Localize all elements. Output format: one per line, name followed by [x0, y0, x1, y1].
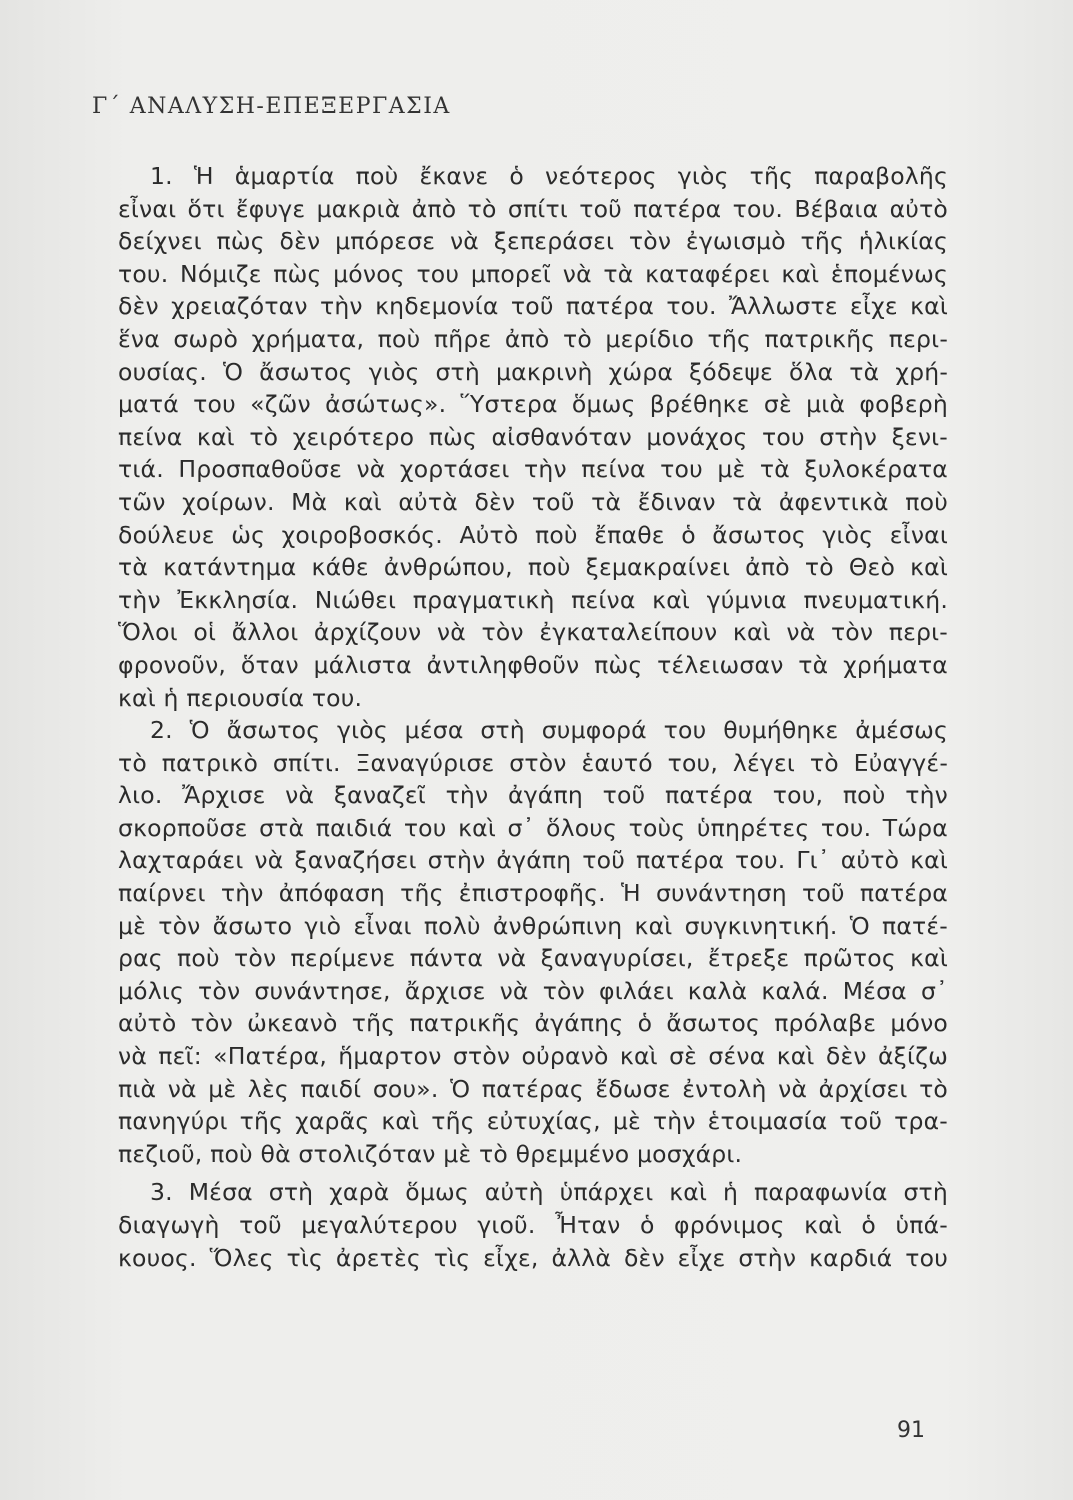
text-line: τὰ κατάντημα κάθε ἀνθρώπου, ποὺ ξεμακραίνει ἀπὸ τὸ Θεὸ καὶ [118, 553, 948, 582]
text-line: τιά. Προσπαθοῦσε νὰ χορτάσει τὴν πείνα του μὲ τὰ ξυλοκέρατα [118, 455, 948, 484]
text-line: λαχταράει νὰ ξαναζήσει στὴν ἀγάπη τοῦ πατέρα του. Γι᾽ αὐτὸ καὶ [118, 846, 948, 875]
text-line: 1. Ἡ ἁμαρτία ποὺ ἔκανε ὁ νεότερος γιὸς τῆς παραβολῆς [150, 162, 948, 190]
text-line: κουος. Ὅλες τὶς ἀρετὲς τὶς εἶχε, ἀλλὰ δὲν εἶχε στὴν καρδιά του [118, 1243, 948, 1272]
body-text [118, 160, 948, 1274]
text-line: τὸ πατρικὸ σπίτι. Ξαναγύρισε στὸν ἑαυτό του, λέγει τὸ Εὐαγγέ- [118, 748, 948, 777]
page-number: 91 [897, 1418, 925, 1443]
text-line: πείνα καὶ τὸ χειρότερο πὼς αἰσθανόταν μονάχος του στὴν ξενι- [118, 422, 948, 451]
text-line: πανηγύρι τῆς χαρᾶς καὶ τῆς εὐτυχίας, μὲ τὴν ἑτοιμασία τοῦ τρα- [118, 1107, 948, 1136]
text-line: μόλις τὸν συνάντησε, ἄρχισε νὰ τὸν φιλάει καλὰ καλά. Μέσα σ᾽ [118, 976, 948, 1005]
text-line: σκορποῦσε στὰ παιδιά του καὶ σ᾽ ὅλους τοὺς ὑπηρέτες του. Τώρα [118, 813, 948, 842]
text-line: αὐτὸ τὸν ὠκεανὸ τῆς πατρικῆς ἀγάπης ὁ ἄσωτος πρόλαβε μόνο [118, 1009, 948, 1038]
text-line: εἶναι ὅτι ἔφυγε μακριὰ ἀπὸ τὸ σπίτι τοῦ πατέρα του. Βέβαια αὐτὸ [118, 194, 948, 223]
text-line: ουσίας. Ὁ ἄσωτος γιὸς στὴ μακρινὴ χώρα ξόδεψε ὅλα τὰ χρή- [118, 357, 948, 386]
text-line: Ὅλοι οἱ ἄλλοι ἀρχίζουν νὰ τὸν ἐγκαταλείπουν καὶ νὰ τὸν περι- [118, 618, 948, 647]
text-line: ρας ποὺ τὸν περίμενε πάντα νὰ ξαναγυρίσει, ἔτρεξε πρῶτος καὶ [118, 944, 948, 973]
text-line: μὲ τὸν ἄσωτο γιὸ εἶναι πολὺ ἀνθρώπινη καὶ συγκινητική. Ὁ πατέ- [118, 911, 948, 940]
text-line: φρονοῦν, ὅταν μάλιστα ἀντιληφθοῦν πὼς τέλειωσαν τὰ χρήματα [118, 650, 948, 679]
text-line: 2. Ὁ ἄσωτος γιὸς μέσα στὴ συμφορά του θυμήθηκε ἀμέσως [150, 716, 948, 745]
text-line: πιὰ νὰ μὲ λὲς παιδί σου». Ὁ πατέρας ἔδωσε ἐντολὴ νὰ ἀρχίσει τὸ [118, 1074, 948, 1103]
text-line: δούλευε ὡς χοιροβοσκός. Αὐτὸ ποὺ ἔπαθε ὁ ἄσωτος γιὸς εἶναι [118, 520, 948, 549]
text-line: καὶ ἡ περιουσία του. [118, 683, 363, 712]
text-line: 3. Μέσα στὴ χαρὰ ὅμως αὐτὴ ὑπάρχει καὶ ἡ παραφωνία στὴ [150, 1178, 948, 1207]
paragraph-2 [118, 714, 948, 1170]
text-line: ἕνα σωρὸ χρήματα, ποὺ πῆρε ἀπὸ τὸ μερίδιο τῆς πατρικῆς περι- [118, 324, 948, 353]
text-line: τῶν χοίρων. Μὰ καὶ αὐτὰ δὲν τοῦ τὰ ἔδιναν τὰ ἀφεντικὰ ποὺ [118, 487, 948, 516]
section-heading: Γ΄ ΑΝΑΛΥΣΗ-ΕΠΕΞΕΡΓΑΣΙΑ [92, 94, 451, 119]
text-line: πεζιοῦ, ποὺ θὰ στολιζόταν μὲ τὸ θρεμμένο μοσχάρι. [118, 1139, 743, 1168]
paragraph-1 [118, 160, 948, 714]
text-line: δείχνει πὼς δὲν μπόρεσε νὰ ξεπεράσει τὸν ἐγωισμὸ τῆς ἡλικίας [118, 227, 948, 256]
paragraph-3 [118, 1176, 948, 1274]
text-line: τὴν Ἐκκλησία. Νιώθει πραγματικὴ πείνα καὶ γύμνια πνευματική. [118, 585, 948, 614]
text-line: παίρνει τὴν ἀπόφαση τῆς ἐπιστροφῆς. Ἡ συνάντηση τοῦ πατέρα [118, 879, 948, 908]
text-line: λιο. Ἄρχισε νὰ ξαναζεῖ τὴν ἀγάπη τοῦ πατέρα του, ποὺ τὴν [118, 781, 948, 810]
text-line: διαγωγὴ τοῦ μεγαλύτερου γιοῦ. Ἦταν ὁ φρόνιμος καὶ ὁ ὑπά- [118, 1211, 948, 1239]
text-line: νὰ πεῖ: «Πατέρα, ἥμαρτον στὸν οὐρανὸ καὶ σὲ σένα καὶ δὲν ἀξίζω [118, 1042, 948, 1071]
text-line: του. Νόμιζε πὼς μόνος του μπορεῖ νὰ τὰ καταφέρει καὶ ἑπομένως [118, 259, 948, 288]
text-line: δὲν χρειαζόταν τὴν κηδεμονία τοῦ πατέρα του. Ἄλλωστε εἶχε καὶ [118, 292, 948, 321]
text-line: ματά του «ζῶν ἀσώτως». Ὕστερα ὅμως βρέθηκε σὲ μιὰ φοβερὴ [118, 390, 948, 419]
